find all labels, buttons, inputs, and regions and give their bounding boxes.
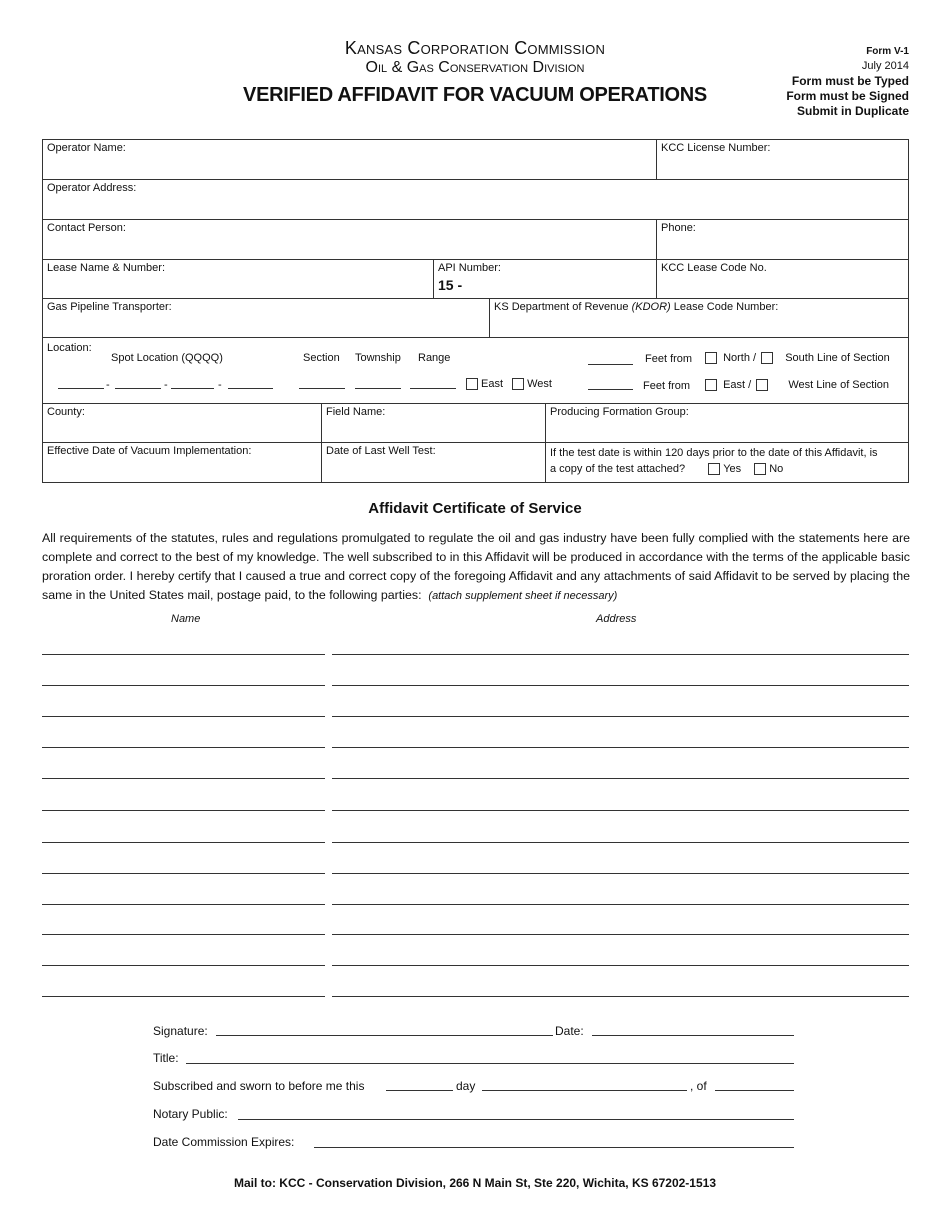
division-name: Oil & Gas Conservation Division xyxy=(365,59,585,76)
no-checkbox[interactable] xyxy=(754,463,766,475)
east-line-label: East / xyxy=(723,379,752,391)
form-id: Form V-1 xyxy=(866,46,909,57)
kcc-license-field[interactable] xyxy=(656,139,909,180)
signature-label: Signature: xyxy=(153,1024,208,1038)
party-address-line[interactable] xyxy=(332,716,909,717)
api-prefix: 15 - xyxy=(438,277,463,293)
note-duplicate: Submit in Duplicate xyxy=(796,104,909,118)
qqqq-4[interactable] xyxy=(228,388,273,389)
note-typed: Form must be Typed xyxy=(791,74,909,88)
mail-to: Mail to: KCC - Conservation Division, 266 N Main St, Ste 220, Wichita, KS 67202-1513 xyxy=(233,1176,717,1190)
phone-field[interactable] xyxy=(656,219,909,260)
range-input[interactable] xyxy=(410,388,456,389)
party-name-line[interactable] xyxy=(42,873,325,874)
signature-line[interactable] xyxy=(216,1035,553,1036)
certificate-title: Affidavit Certificate of Service xyxy=(368,500,582,517)
east-label: East xyxy=(481,378,504,390)
county-field[interactable] xyxy=(42,403,322,443)
party-address-line[interactable] xyxy=(332,873,909,874)
party-name-line[interactable] xyxy=(42,996,325,997)
party-address-line[interactable] xyxy=(332,654,909,655)
party-address-line[interactable] xyxy=(332,965,909,966)
day-label: day xyxy=(456,1079,476,1093)
kcc-lease-code-field[interactable] xyxy=(656,259,909,299)
location-label: Location: xyxy=(47,342,92,354)
west-label: West xyxy=(527,378,552,390)
spot-location-label: Spot Location (QQQQ) xyxy=(111,352,223,364)
feet-ew-input[interactable] xyxy=(588,389,633,390)
yes-label: Yes xyxy=(723,463,742,475)
east-line-checkbox[interactable] xyxy=(705,379,717,391)
api-number-label: API Number: xyxy=(438,262,501,274)
field-name-field[interactable] xyxy=(321,403,546,443)
field-name-label: Field Name: xyxy=(326,406,386,418)
operator-address-field[interactable] xyxy=(42,179,909,220)
section-label: Section xyxy=(303,352,340,364)
agency-name: Kansas Corporation Commission xyxy=(344,38,606,58)
party-name-line[interactable] xyxy=(42,904,325,905)
name-column-header: Name xyxy=(171,613,201,625)
no-label: No xyxy=(769,463,784,475)
township-label: Township xyxy=(355,352,401,364)
party-name-line[interactable] xyxy=(42,934,325,935)
north-checkbox[interactable] xyxy=(705,352,717,364)
subscribed-label: Subscribed and sworn to before me this xyxy=(153,1079,365,1093)
producing-formation-field[interactable] xyxy=(545,403,909,443)
south-line-label: South Line of Section xyxy=(785,352,890,364)
party-name-line[interactable] xyxy=(42,654,325,655)
commission-line[interactable] xyxy=(314,1147,794,1148)
section-input[interactable] xyxy=(299,388,345,389)
subscribed-day-line[interactable] xyxy=(386,1090,453,1091)
location-block: Location: Spot Location (QQQQ) Section Township Range - - - East West Feet from North / South Line of Section Feet from East / West Line of Section xyxy=(42,337,909,404)
feet-from-ew-label: Feet from xyxy=(643,380,691,392)
gas-pipeline-field[interactable] xyxy=(42,298,490,338)
party-name-line[interactable] xyxy=(42,778,325,779)
test-note: If the test date is within 120 days prior to the date of this Affidavit, is xyxy=(550,447,878,459)
form-meta xyxy=(786,44,909,119)
yes-checkbox[interactable] xyxy=(708,463,720,475)
kcc-lease-code-label: KCC Lease Code No. xyxy=(661,262,767,274)
party-name-line[interactable] xyxy=(42,810,325,811)
west-line-label: West Line of Section xyxy=(788,379,889,391)
party-address-line[interactable] xyxy=(332,778,909,779)
last-well-test-label: Date of Last Well Test: xyxy=(326,445,436,457)
party-address-line[interactable] xyxy=(332,934,909,935)
party-address-line[interactable] xyxy=(332,747,909,748)
party-name-line[interactable] xyxy=(42,842,325,843)
operator-name-field[interactable] xyxy=(42,139,657,180)
party-address-line[interactable] xyxy=(332,685,909,686)
form-date: July 2014 xyxy=(861,60,909,72)
api-number-field[interactable] xyxy=(433,259,657,299)
subscribed-year-line[interactable] xyxy=(715,1090,794,1091)
phone-label: Phone: xyxy=(661,222,696,234)
party-address-line[interactable] xyxy=(332,810,909,811)
kdor-label: KS Department of Revenue (KDOR) Lease Code Number: xyxy=(494,301,779,313)
qqqq-1[interactable] xyxy=(58,388,104,389)
qqqq-2[interactable] xyxy=(115,388,161,389)
address-column-header: Address xyxy=(596,613,637,625)
feet-from-ns-label: Feet from xyxy=(645,353,693,365)
note-signed: Form must be Signed xyxy=(786,89,909,103)
party-name-line[interactable] xyxy=(42,747,325,748)
north-label: North / xyxy=(723,352,757,364)
form-title: VERIFIED AFFIDAVIT FOR VACUUM OPERATIONS xyxy=(243,84,707,106)
of-label: , of xyxy=(690,1079,707,1093)
notary-line[interactable] xyxy=(238,1119,794,1120)
commission-label: Date Commission Expires: xyxy=(153,1135,295,1149)
subscribed-month-line[interactable] xyxy=(482,1090,687,1091)
effective-date-label: Effective Date of Vacuum Implementation: xyxy=(47,445,252,457)
effective-date-field[interactable] xyxy=(42,442,322,483)
gas-pipeline-label: Gas Pipeline Transporter: xyxy=(47,301,172,313)
operator-address-label: Operator Address: xyxy=(47,182,137,194)
contact-person-label: Contact Person: xyxy=(47,222,126,234)
east-checkbox[interactable] xyxy=(466,378,478,390)
operator-name-label: Operator Name: xyxy=(47,142,126,154)
party-address-line[interactable] xyxy=(332,904,909,905)
title-line[interactable] xyxy=(186,1063,794,1064)
date-line[interactable] xyxy=(592,1035,794,1036)
south-checkbox[interactable] xyxy=(761,352,773,364)
kcc-license-label: KCC License Number: xyxy=(661,142,771,154)
lease-name-field[interactable] xyxy=(42,259,434,299)
qqqq-3[interactable] xyxy=(171,388,214,389)
supplement-note: (attach supplement sheet if necessary) xyxy=(428,590,618,602)
feet-ns-input[interactable] xyxy=(588,364,633,365)
party-address-line[interactable] xyxy=(332,842,909,843)
party-name-line[interactable] xyxy=(42,716,325,717)
test-attached-field xyxy=(545,442,909,483)
date-label: Date: xyxy=(555,1024,584,1038)
test-note-2: a copy of the test attached? xyxy=(550,463,686,475)
party-name-line[interactable] xyxy=(42,685,325,686)
certificate-body: All requirements of the statutes, rules and regulations promulgated to regulate the oil and gas industry have been fully complied with the statements here are complete and correct to the best of my knowledge. The well subscribed to in this Affidavit will be produced in accordance with the terms of the applicable basic proration order. I hereby certify that I caused a true and correct copy of the foregoing Affidavit and any attachments of said Affidavit to be served by placing the same in the United States mail, postage paid, to the following parties: (attach supplement sheet if necessary) xyxy=(42,531,910,602)
lease-name-label: Lease Name & Number: xyxy=(47,262,165,274)
party-name-line[interactable] xyxy=(42,965,325,966)
township-input[interactable] xyxy=(355,388,401,389)
contact-person-field[interactable] xyxy=(42,219,657,260)
notary-label: Notary Public: xyxy=(153,1107,228,1121)
county-label: County: xyxy=(47,406,85,418)
title-label: Title: xyxy=(153,1051,179,1065)
last-well-test-field[interactable] xyxy=(321,442,546,483)
range-label: Range xyxy=(418,352,451,364)
west-checkbox[interactable] xyxy=(512,378,524,390)
kdor-lease-code-field[interactable] xyxy=(489,298,909,338)
party-address-line[interactable] xyxy=(332,996,909,997)
producing-formation-label: Producing Formation Group: xyxy=(550,406,689,418)
west-line-checkbox[interactable] xyxy=(756,379,768,391)
